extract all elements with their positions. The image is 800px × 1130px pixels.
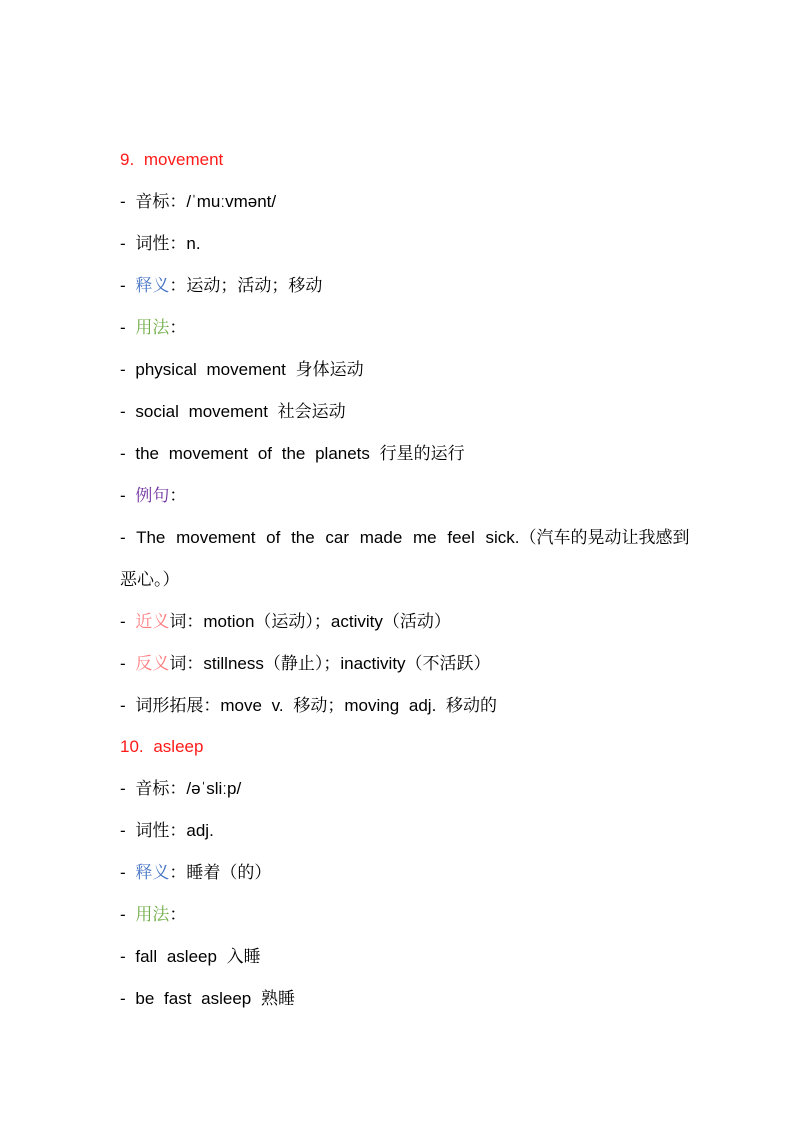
pos-value: adj.	[186, 821, 214, 840]
usage-colon: ：	[169, 905, 187, 924]
bullet: -	[120, 779, 136, 798]
antonyms-line	[120, 652, 700, 676]
bullet: -	[120, 318, 136, 337]
meaning-value: ：运动；活动；移动	[169, 276, 323, 295]
derivatives-line: - 词形拓展：move v. 移动；moving adj. 移动的	[120, 696, 498, 715]
synonyms-label: 近义	[135, 612, 170, 631]
bullet: -	[120, 654, 136, 673]
entry-heading: 9. movement	[120, 150, 224, 169]
bullet: -	[120, 863, 136, 882]
pos-line	[120, 819, 700, 843]
phonetic-line	[120, 777, 700, 801]
usage-item: - the movement of the planets 行星的运行	[120, 444, 465, 463]
pos-label: 词性：	[135, 234, 187, 253]
meaning-label: 释义	[135, 863, 170, 882]
meaning-line	[120, 861, 700, 885]
bullet: -	[120, 486, 136, 505]
example-sentence: - The movement of the car made me feel sick.（汽车的晃动让我感到恶心。）	[120, 528, 690, 589]
meaning-line	[120, 274, 700, 298]
phonetic-label: 音标：	[135, 779, 187, 798]
phonetic-value: /əˈsliːp/	[186, 779, 242, 798]
antonyms-label: 反义	[135, 654, 170, 673]
usage-colon: ：	[169, 318, 187, 337]
usage-label-line	[120, 903, 700, 927]
pos-label: 词性：	[135, 821, 187, 840]
usage-item: - be fast asleep 熟睡	[120, 989, 295, 1008]
meaning-value: ：睡着（的）	[169, 863, 272, 882]
meaning-label: 释义	[135, 276, 170, 295]
synonyms-line	[120, 610, 700, 634]
bullet: -	[120, 612, 136, 631]
bullet: -	[120, 276, 136, 295]
phonetic-value: /ˈmuːvmənt/	[186, 192, 277, 211]
phonetic-line	[120, 190, 700, 214]
pos-value: n.	[186, 234, 201, 253]
example-colon: ：	[169, 486, 187, 505]
bullet: -	[120, 192, 136, 211]
usage-item: - physical movement 身体运动	[120, 360, 364, 379]
antonyms-value: 词：stillness（静止）；inactivity（不活跃）	[169, 654, 491, 673]
phonetic-label: 音标：	[135, 192, 187, 211]
usage-label: 用法	[135, 905, 170, 924]
synonyms-value: 词：motion（运动）；activity（活动）	[169, 612, 451, 631]
bullet: -	[120, 821, 136, 840]
usage-item: - social movement 社会运动	[120, 402, 346, 421]
example-label-line	[120, 484, 700, 508]
example-label: 例句	[135, 486, 170, 505]
usage-label-line	[120, 316, 700, 340]
usage-label: 用法	[135, 318, 170, 337]
bullet: -	[120, 234, 136, 253]
bullet: -	[120, 905, 136, 924]
usage-item: - fall asleep 入睡	[120, 947, 261, 966]
pos-line	[120, 232, 700, 256]
entry-heading: 10. asleep	[120, 737, 204, 756]
